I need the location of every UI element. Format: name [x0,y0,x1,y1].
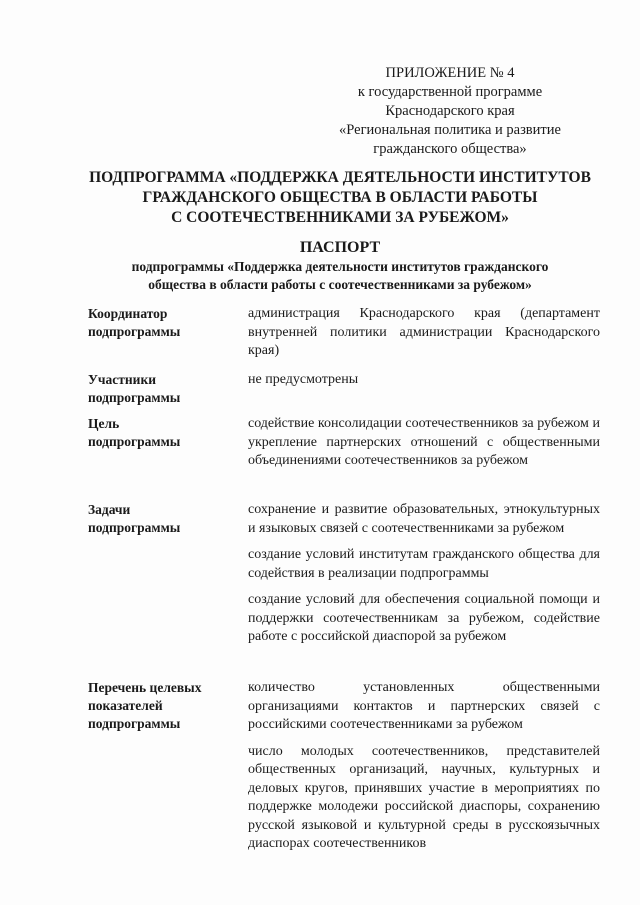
task-item: сохранение и развитие образовательных, этнокультурных и языковых связей с соотечественниками за рубежом [248,502,600,536]
row-label [88,371,248,407]
participants-text: не предусмотрены [248,372,359,387]
label-line: подпрограммы [88,716,181,731]
label-line: показателей [88,698,163,713]
row-content [248,501,600,647]
coordinator-text: администрация Краснодарского края (департамент внутренней политики администрации Краснодарского края) [248,306,600,358]
label-line: подпрограммы [88,520,181,535]
passport-table [88,305,600,854]
task-item: создание условий институтам гражданского общества для содействия в реализации подпрограммы [248,547,600,581]
label-line: подпрограммы [88,324,181,339]
label-line: Цель [88,416,120,431]
subprogram-title [60,168,620,228]
label-line: Участники [88,372,157,387]
task-item: создание условий для обеспечения социальной помощи и поддержки соотечественникам за рубежом, содействие работе с российской диаспорой за рубежом [248,592,600,644]
indicator-item: число молодых соотечественников, представителей общественных организаций, научных, культурных и деловых кругов, принявших участие в мероприятиях по поддержке молодежи российской диаспоры, сохранению русской языковой и культурной среды в русскоязычных диаспорах соотечественников [248,743,600,851]
row-participants [88,371,600,415]
row-content [248,371,600,390]
row-label [88,501,248,537]
row-coordinator [88,305,600,371]
row-goal [88,415,600,501]
goal-text: содействие консолидации соотечественников за рубежом и укрепление партнерских отношений с общественными объединениями соотечественников за рубежом [248,416,600,468]
row-tasks [88,501,600,679]
row-content [248,415,600,471]
appendix-line-3: Краснодарского края [385,103,515,119]
row-content [248,305,600,361]
label-line: Координатор [88,306,168,321]
row-label [88,415,248,451]
indicator-item: количество установленных общественными организациями контактов и партнерских связей с российскими соотечественниками за рубежом [248,680,600,732]
subprogram-title-line-2: ГРАЖДАНСКОГО ОБЩЕСТВА В ОБЛАСТИ РАБОТЫ [142,189,538,206]
label-line: подпрограммы [88,390,181,405]
passport-heading: ПАСПОРТ [299,239,381,256]
label-line: Задачи [88,502,131,517]
passport-subheading [60,258,620,294]
passport-subheading-line-2: общества в области работы с соотечественниками за рубежом» [148,277,532,292]
appendix-line-4: «Региональная политика и развитие [339,122,561,138]
label-line: Перечень целевых [88,680,202,695]
appendix-number: ПРИЛОЖЕНИЕ № 4 [385,65,515,81]
appendix-line-2: к государственной программе [357,84,543,100]
label-line: подпрограммы [88,434,181,449]
row-content [248,679,600,854]
passport-subheading-line-1: подпрограммы «Поддержка деятельности институтов гражданского [131,259,549,274]
row-label [88,679,248,733]
row-indicators [88,679,600,854]
appendix-line-5: гражданского общества» [373,141,527,157]
passport-header [60,238,620,294]
subprogram-title-line-1: ПОДПРОГРАММА «ПОДДЕРЖКА ДЕЯТЕЛЬНОСТИ ИНСТИТУТОВ [89,169,591,186]
row-label [88,305,248,341]
subprogram-title-line-3: С СООТЕЧЕСТВЕННИКАМИ ЗА РУБЕЖОМ» [171,209,509,226]
appendix-header [300,64,600,159]
